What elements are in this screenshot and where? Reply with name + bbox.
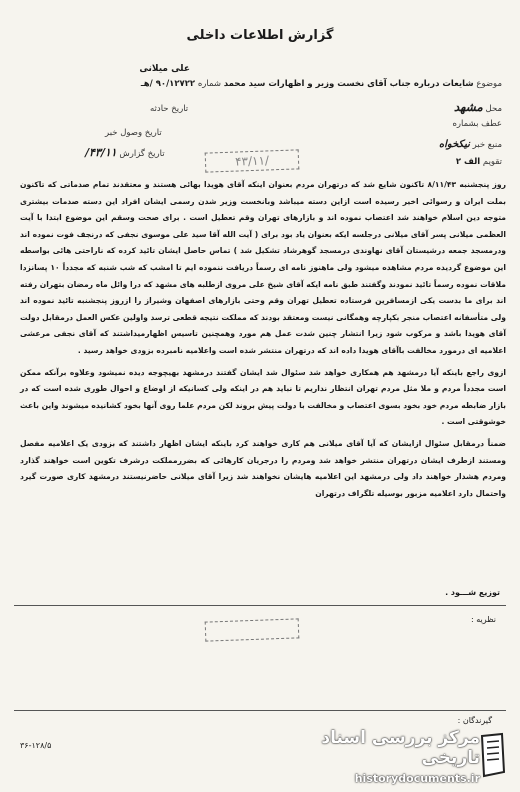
distribution-label: توزیع شـــود .: [445, 588, 500, 597]
report-date-value: ۴۳/۱۱/: [85, 146, 117, 159]
source-value: نیکخواه: [438, 139, 470, 150]
location-value: مشهد: [453, 100, 483, 114]
body-paragraph-3: ضمناً درمقابل سئوال ازایشان که آیا آقای میلانی هم کاری خواهند کرد باینکه ایشان اظهار داشتند که بزودی یک اعلامیه مفصل ومستند ازطرف ایشان درتهران منتشر خواهد شد ومردم را درجریان کارهائی که بضررمملکت درشرف تکوین است خواهند گذارد ومردم هشدار خواهند داد ولی درمشهد این اعلامیه هایشان نخواهند شد زیرا آقای میلانی حاضرنیستند درمشهد کاری صورت گیرد واحتمال دارد اعلامیه مزبور بوسیله تلگراف درتهران: [20, 438, 506, 498]
report-body: [20, 177, 506, 507]
location-label: محل: [485, 104, 502, 114]
body-paragraph-2: ازوی راجع باینکه آیا درمشهد هم همکاری خواهد شد سئوال شد ایشان گفتند درمشهد بهیچوجه دیده نمیشود وعلاوه برآنکه ممکن است مجدداً مردم و ملا مثل مردم تهران انتظار نداریم تا نباید هم در اینکه ولی کسانیکه از اوضاع و احوال طوری شده است که در بازار ضابطه مردم خود بخود بسوی اعتصاب و مخالفت با دولت پیش بروند لکن مردم علما روی آنها بخود کشانیده میشوند واین باعث خوشوقتی است .: [20, 367, 506, 427]
receive-date-label: تاریخ وصول خبر: [105, 128, 162, 138]
opinion-label: نظریه :: [471, 615, 496, 624]
source-label: منبع خبر: [472, 140, 502, 150]
ref-row: [452, 119, 502, 129]
subject-label: موضوع: [476, 79, 502, 89]
watermark-url: historydocuments.ir: [354, 772, 480, 785]
source-row: [439, 139, 502, 150]
report-date-label: تاریخ گزارش: [119, 149, 165, 159]
section-divider: [14, 605, 506, 606]
recipients-label: گیرندگان :: [457, 716, 492, 725]
evaluation-label: تقویم: [482, 157, 502, 167]
watermark-title: مرکز بررسی اسناد تاریخی: [321, 728, 480, 768]
receive-date-row: [105, 128, 162, 138]
event-date-row: [150, 104, 188, 114]
archive-watermark: [260, 728, 480, 786]
subject-row: [141, 79, 502, 89]
number-label: شماره: [197, 79, 221, 89]
body-paragraph-1: روز پنجشنبه ۸/۱۱/۴۳ تاکنون شایع شد که درتهران مردم بعنوان اینکه آقای هویدا بهائی هستند و معتقدند تمام صدماتی که تاکنون بملت ایران و رسوائی اخیر رسیده است ازاین دسته میباشد وبانخست وزیر شدن رسمی ایشان افراد این دسته صدمات بیشتری متوجه دین اسلام خواهند شد اعتصاب نموده اند و بازارهای تهران وقم تعطیل است . برای صحت وسقم این موضوع ابتدا با آیت العظمی میلانی پسر آقای میلانی درجلسه ایکه بعنوان یاد بود برای ( آیت الله آقا سید علی موسوی نجفی که درنجف فوت نموده اند ودرمسجد جمعه درشیستان آقای نهاوندی درمسجد گوهرشاد تشکیل شد ) تماس حاصل ایشان تائید کرده که ناراحتی هائی بواسطه این موضوع گردیده مردم مشاهده میشود ولی ماهنوز نامه ای رسماً دریافت ننموده ایم تا امشب که شب شنبه که مجدداً ۱۰ پسانزدا ملاقات نموده رسماً تائید نمودند وگفتند طبق نامه ایکه آقای شیخ علی مروی ازطلبه های مشهد که درا وائل ماه رمضان بتهران رفته اند برای ما بدست یکی ازمسافرین فرستاده تعطیل تهران وقم وحتی بازارهای اصفهان وشیراز را ازروز پنجشنبه تائید نموده اند ولی متأسفانه اعتصاب منجر بکپارچه وهمگانی نیست ومعتقد بودند که مملکت نتیجه قطعی ترسد واولین عکس العمل درمقابل دولت آقای هویدا باشد و مرکوب شود زیرا انتشار چنین شدت عمل هم مورد وهمچنین تاسیس اظهارمیداشتند که آقای نجفی مرعشی اعلامیه ای درمورد مخالفت باآقای هویدا داده اند که درتهران منتشر شده است واعلامیه نامبرده بزودی خواهد رسید .: [20, 180, 506, 355]
number-value: ۹۰/۱۲۷۲۲ /هـ: [140, 79, 196, 89]
document-code: ۳۶-۱۲۸/۵: [20, 741, 52, 750]
ref-label: عطف بشماره: [452, 119, 502, 129]
report-date-row: [85, 146, 165, 159]
received-stamp: [205, 618, 300, 641]
date-stamp: ۴۳/۱۱/: [205, 149, 300, 172]
location-row: [454, 100, 502, 114]
subject-value: شایعات درباره جناب آقای نخست وزیر و اظهارات سید محمد: [223, 79, 474, 89]
page-title: گزارش اطلاعات داخلی: [186, 28, 334, 43]
subject-person-name: علی میلانی: [139, 64, 190, 74]
evaluation-row: [456, 157, 502, 167]
archive-logo-icon: [478, 732, 508, 778]
evaluation-value: الف ۲: [455, 157, 481, 167]
section-divider-2: [14, 710, 506, 711]
event-date-label: تاریخ حادثه: [150, 104, 189, 114]
